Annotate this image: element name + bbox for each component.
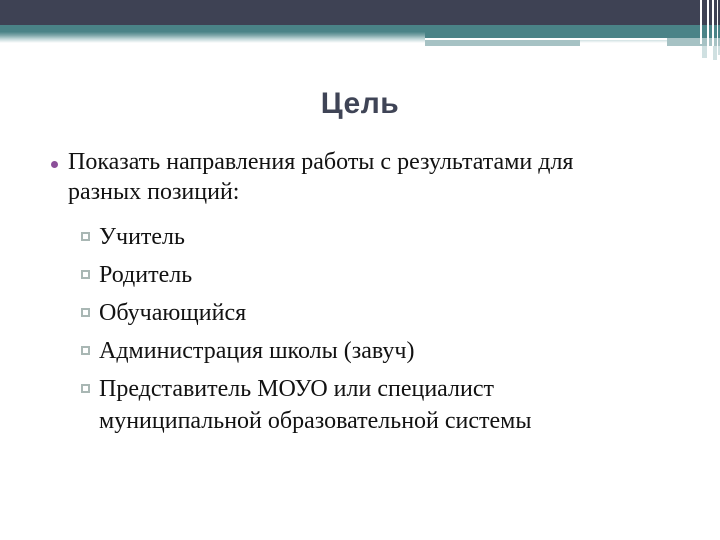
corner-vertical-line bbox=[700, 0, 702, 44]
list-item-intro bbox=[0, 147, 700, 207]
list-item bbox=[0, 259, 700, 291]
intro-line: разных позиций: bbox=[68, 179, 240, 205]
slide-body bbox=[0, 147, 700, 437]
square-bullet-icon bbox=[81, 308, 90, 317]
square-bullet-icon bbox=[81, 346, 90, 355]
intro-line: Показать направления работы с результатами для bbox=[68, 149, 574, 175]
intro-text bbox=[68, 147, 700, 207]
corner-vertical-line bbox=[707, 0, 709, 46]
corner-stripe-stub bbox=[702, 46, 707, 58]
square-bullet-icon bbox=[81, 384, 90, 393]
slide-title: Цель bbox=[320, 87, 400, 120]
header-teal-right-block bbox=[425, 25, 720, 38]
list-item bbox=[0, 221, 700, 253]
positions-list bbox=[0, 221, 700, 437]
list-item-label: муниципальной образовательной системы bbox=[99, 408, 532, 434]
list-item-label: Представитель МОУО или специалист bbox=[99, 376, 494, 402]
corner-vertical-line bbox=[717, 0, 718, 46]
square-bullet-icon bbox=[81, 232, 90, 241]
list-item-label: Обучающийся bbox=[99, 300, 247, 326]
list-item-label: Родитель bbox=[99, 262, 193, 288]
list-item-label: Учитель bbox=[99, 224, 185, 250]
corner-stripe-stub bbox=[713, 46, 717, 60]
square-bullet-icon bbox=[81, 270, 90, 279]
list-item bbox=[0, 297, 700, 329]
bullet-dot-icon bbox=[51, 161, 58, 168]
list-item bbox=[0, 335, 700, 367]
list-item bbox=[0, 373, 700, 437]
header-dark-bar bbox=[0, 0, 720, 25]
header-light-teal-band bbox=[425, 40, 580, 46]
list-item-label: Администрация школы (завуч) bbox=[99, 338, 415, 364]
corner-vertical-line bbox=[712, 0, 714, 46]
